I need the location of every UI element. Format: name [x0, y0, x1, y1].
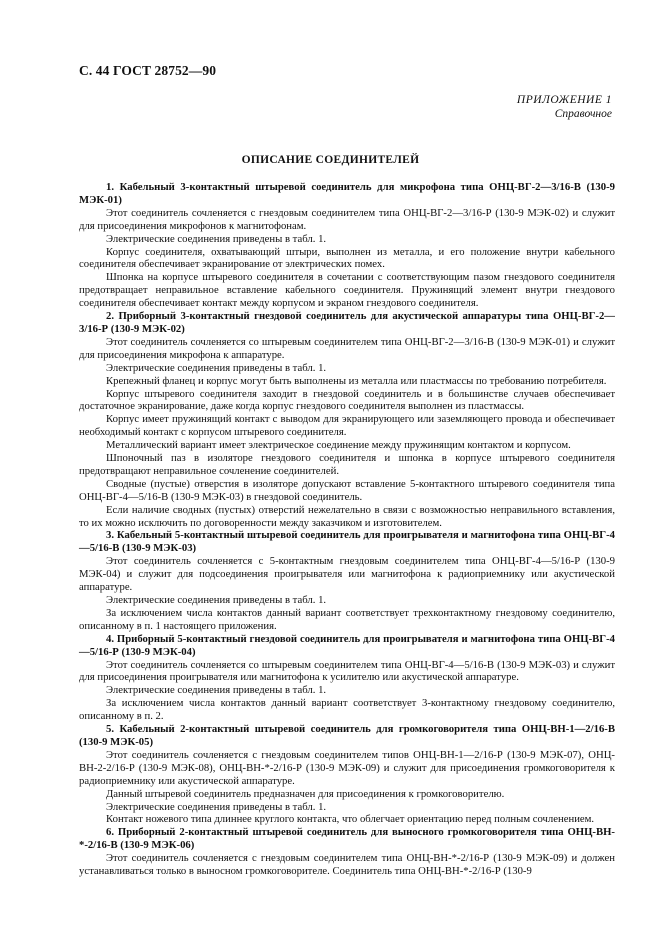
paragraph: Электрические соединения приведены в табл. 1.: [106, 800, 327, 813]
paragraph: Этот соединитель сочленяется со штыревым соединителем типа ОНЦ-ВГ-4—5/16-В (130-9 МЭК-03) и служит для присоединения проигрывателя или магнитофона к усилителю или акустической аппаратуре.: [79, 658, 615, 684]
section-heading: 2. Приборный 3-контактный гнездовой соединитель для акустической аппаратуры типа ОНЦ-ВГ-2—3/16-Р (130-9 МЭК-02): [79, 310, 615, 335]
paragraph: Контакт ножевого типа длиннее круглого контакта, что облегчает ориентацию перед полным сочленением.: [106, 813, 595, 826]
paragraph: Электрические соединения приведены в табл. 1.: [106, 594, 327, 606]
paragraph: Этот соединитель сочленяется с гнездовым соединителем типов ОНЦ-ВН-1—2/16-Р (130-9 МЭК-07), ОНЦ-ВН-2-2/16-Р (130-9 МЭК-08), ОНЦ-ВН-*-2/16-Р (130-9 МЭК-09) и служит для присоединения громкоговорителя к радиоприемнику или акустической аппаратуре.: [79, 748, 615, 787]
appendix-title: ПРИЛОЖЕНИЕ 1: [516, 94, 612, 106]
paragraph: Электрические соединения приведены в табл. 1.: [106, 232, 327, 245]
paragraph: Этот соединитель сочленяется со штыревым соединителем типа ОНЦ-ВГ-2—3/16-В (130-9 МЭК-01) и служит для присоединения микрофона к аппаратуре.: [79, 335, 615, 361]
paragraph: Если наличие сводных (пустых) отверстий нежелательно в связи с возможностью неправильного вставления, то их можно исключить по договоренности между заказчиком и изготовителем.: [79, 503, 615, 529]
section-heading: 6. Приборный 2-контактный штыревой соединитель для выносного громкоговорителя типа ОНЦ-ВН-*-2/16-В (130-9 МЭК-06): [79, 826, 615, 852]
paragraph: Шпоночный паз в изоляторе гнездового соединителя и шпонка в корпусе штыревого соединителя предотвращают неправильное сочленение соединителей.: [79, 452, 615, 477]
paragraph: Металлический вариант имеет электрическое соединение между пружинящим контактом и корпусом.: [106, 439, 571, 452]
paragraph: Электрические соединения приведены в табл. 1.: [106, 361, 327, 374]
paragraph: Сводные (пустые) отверстия в изоляторе допускают вставление 5-контактного штыревого соединителя типа ОНЦ-ВГ-4—5/16-В (130-9 МЭК-03) в гнездовой соединитель.: [79, 477, 615, 503]
section-heading: 1. Кабельный 3-контактный штыревой соединитель для микрофона типа ОНЦ-ВГ-2—3/16-В (130-9 МЭК-01): [79, 181, 615, 206]
appendix-label: [517, 93, 612, 121]
document-body: [79, 181, 615, 878]
paragraph: Данный штыревой соединитель предназначен для присоединения к громкоговорителю.: [106, 787, 505, 800]
paragraph: Электрические соединения приведены в табл. 1.: [106, 684, 327, 697]
section-heading: 3. Кабельный 5-контактный штыревой соединитель для проигрывателя и магнитофона типа ОНЦ-ВГ-4—5/16-В (130-9 МЭК-03): [79, 529, 615, 555]
paragraph: Шпонка на корпусе штыревого соединителя в сочетании с соответствующим пазом гнездового соединителя предотвращает неправильное вставление кабельного соединителя. Пружинящий элемент внутри гнездового соединителя обеспечивает контакт между корпусом и экраном гнездового соединителя.: [79, 271, 615, 310]
section-heading: 5. Кабельный 2-контактный штыревой соединитель для громкоговорителя типа ОНЦ-ВН-1—2/16-В (130-9 МЭК-05): [79, 723, 615, 748]
section-heading: 4. Приборный 5-контактный гнездовой соединитель для проигрывателя и магнитофона типа ОНЦ-ВГ-4—5/16-Р (130-9 МЭК-04): [79, 632, 615, 658]
paragraph: За исключением числа контактов данный вариант соответствует трехконтактному гнездовому соединителю, описанному в п. 1 настоящего приложения.: [79, 606, 615, 632]
document-title: ОПИСАНИЕ СОЕДИНИТЕЛЕЙ: [241, 154, 420, 166]
paragraph: Корпус штыревого соединителя заходит в гнездовой соединитель и в большинстве случаев обеспечивает достаточное экранирование, даже когда корпус гнездового соединителя выполнен из пластмассы.: [79, 387, 615, 413]
paragraph: Этот соединитель сочленяется с гнездовым соединителем типа ОНЦ-ВГ-2—3/16-Р (130-9 МЭК-02) и служит для присоединения микрофонов к магнитофонам.: [79, 206, 615, 232]
paragraph: Корпус соединителя, охватывающий штыри, выполнен из металла, и его положение внутри кабельного соединителя обеспечивает экранирование от электрических помех.: [79, 245, 615, 271]
paragraph: Корпус имеет пружинящий контакт с выводом для экранирующего или заземляющего провода и обеспечивает необходимый контакт с корпусом штыревого соединителя.: [79, 413, 615, 439]
paragraph: Этот соединитель сочленяется с гнездовым соединителем типа ОНЦ-ВН-*-2/16-Р (130-9 МЭК-09) и должен устанавливаться только в выносном громкоговорителе. Соединитель типа ОНЦ-ВН-*-2/16-Р (130-9: [79, 852, 615, 878]
paragraph: Крепежный фланец и корпус могут быть выполнены из металла или пластмассы по требованию потребителя.: [106, 374, 607, 387]
running-head: С. 44 ГОСТ 28752—90: [79, 63, 217, 78]
paragraph: За исключением числа контактов данный вариант соответствует 3-контактному гнездовому соединителю, описанному в п. 2.: [79, 697, 615, 723]
paragraph: Этот соединитель сочленяется с 5-контактным гнездовым соединителем типа ОНЦ-ВГ-4—5/16-Р (130-9 МЭК-04) и служит для подсоединения проигрывателя или магнитофона к радиоприемнику или акустической аппаратуре.: [79, 555, 615, 594]
appendix-subtitle: Справочное: [554, 108, 612, 120]
